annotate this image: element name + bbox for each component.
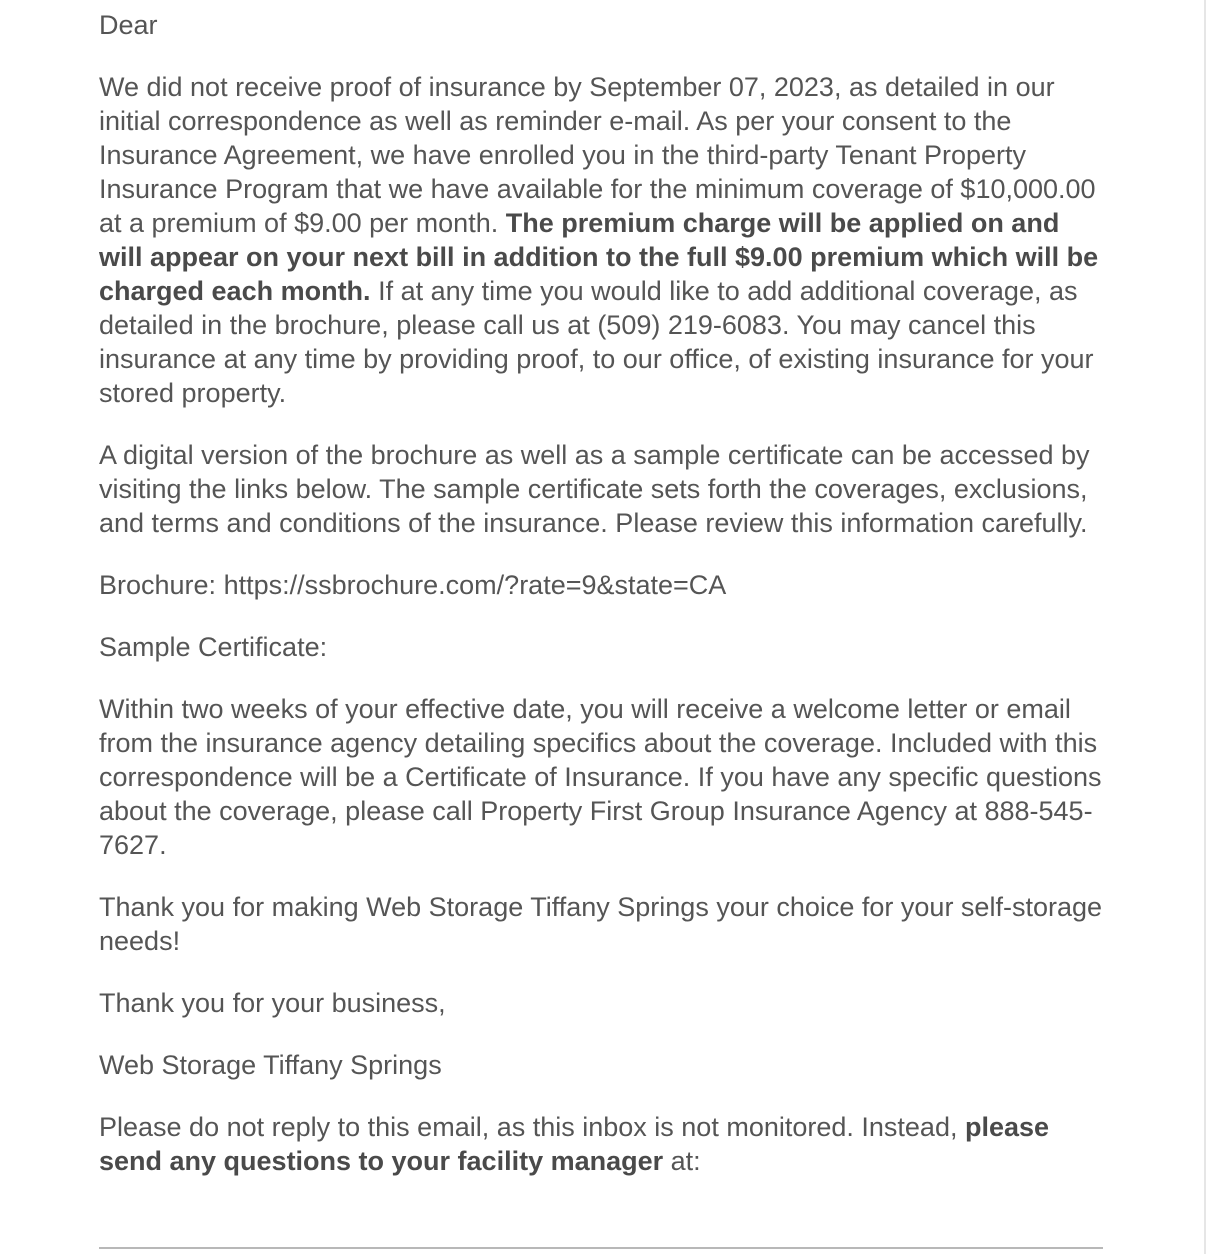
- no-reply-notice: [99, 1110, 1109, 1178]
- enrollment-paragraph: [99, 70, 1109, 410]
- footer-divider: [99, 1247, 1103, 1249]
- premium-charge-notice: The premium charge will be applied on and will appear on your next bill in addition to the full $9.00 premium which will be charged each month.: [99, 208, 1099, 306]
- thank-you-paragraph: Thank you for making Web Storage Tiffany Springs your choice for your self-storage needs!: [99, 892, 1102, 956]
- coverage-cancel-text: If at any time you would like to add additional coverage, as detailed in the brochure, please call us at (509) 219-6083. You may cancel this insurance at any time by providing proof, to our office, of existing insurance for your stored property.: [99, 276, 1094, 408]
- closing-line: Thank you for your business,: [99, 988, 446, 1018]
- welcome-letter-paragraph: Within two weeks of your effective date, you will receive a welcome letter or email from the insurance agency detailing specifics about the coverage. Included with this correspondence will be a Certificate of Insurance. If you have any specific questions about the coverage, please call Property First Group Insurance Agency at 888-545-7627.: [99, 694, 1102, 860]
- letter-content: [99, 8, 1109, 1206]
- no-reply-text: Please do not reply to this email, as this inbox is not monitored. Instead,: [99, 1112, 965, 1142]
- facility-manager-notice: please send any questions to your facility manager: [99, 1112, 1050, 1176]
- enrollment-text: We did not receive proof of insurance by September 07, 2023, as detailed in our initial correspondence as well as reminder e-mail. As per your consent to the Insurance Agreement, we have enrolled you in the third-party Tenant Property Insurance Program that we have available for the minimum coverage of $10,000.00 at a premium of $9.00 per month.: [99, 72, 1096, 238]
- sample-certificate-label: Sample Certificate:: [99, 632, 328, 662]
- greeting: Dear: [99, 10, 158, 40]
- brochure-label: Brochure:: [99, 570, 224, 600]
- brochure-info-paragraph: A digital version of the brochure as well as a sample certificate can be accessed by visiting the links below. The sample certificate sets forth the coverages, exclusions, and terms and conditions of the insurance. Please review this information carefully.: [99, 440, 1090, 538]
- signature: Web Storage Tiffany Springs: [99, 1050, 442, 1080]
- brochure-line: [99, 568, 1109, 602]
- no-reply-suffix: at:: [663, 1146, 701, 1176]
- brochure-link[interactable]: https://ssbrochure.com/?rate=9&state=CA: [223, 570, 727, 600]
